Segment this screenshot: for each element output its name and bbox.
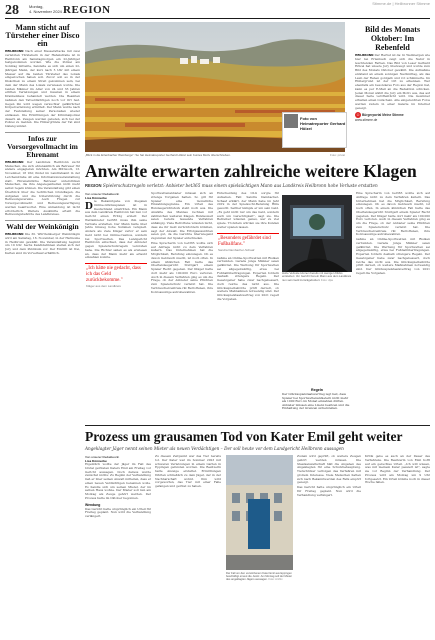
main-col-1: Von unserer Redakteurin Lisa Könnecke Die Bekanntgabe von illegalen Online-Glücksspielen ist in Deutschland umstritten. Ein Mann aus dem Landkreis Heilbronn hat nun vor Gericht einen Erfolg erzielt: Der Wettanbieter bet365 muss ihm seine Verluste erstatten. Der Mann hatte über Jahre hinweg hohe Summen verspielt. Anders als viele Kläger verlor er sein Geld nicht bei Online-Casinos, sondern bei Sportwetten. Das Landgericht Heilbronn entschied, dass der Anbieter gegen Spielerschutzregeln verstoßen habe. Die Richter sahen es als erwiesen an, dass der Mann mehr als erlaubt einzahlen konnte. „Ich hätte nie gedacht, dass ich das Geld zurückbekomme." Kläger aus dem Landkreis [85,192,147,288]
court-caption: Der Fall um den verstorbenen Kater Emil aus Eppingen beschäftigt erneut die Justiz. Am Montag soll der Mieter des angeklagten Jägers aussagen. Foto: Archiv [226,572,293,582]
story3-text: HEILBRONN Die 30. Württemberger Weinkönigin wird am Samstag, 16. November, in der Harmonie in Heilbronn gewählt. Die Veranstaltung beginnt um 19 Uhr. Sechs Kandidatinnen stellen sich der Jury und dem Publikum vor. Der Eintritt ist frei, Karten sind im Vorverkauf erhältlich. [5,232,80,255]
story3-headline: Wahl der Weinkönigin [6,222,79,231]
subhead-quote: „Besonders gefährdet sind Fußballfans." Sandra Dambacher-Schaaf [217,233,279,254]
story1-text: HEILBRONN Nach einer Messerattacke mit zwei verletzten Türstehern in der Hafenstraße ist in Heilbronn am Samstagmorgen ein 22-Jähriger festgenommen worden. Wie die Polizei am Sonntag mitteilte, handelte es sich um einen 22-jährigen Mann, der kurz nach 5 Uhr mit einem Messer auf die beiden Türsteher des Lokals eingestochen haben soll. Zuvor soll es in der Diskothek zu einem Streit gekommen sein, bei dem der Mann des Lokals verwiesen wurde. Die beiden Männer im Alter von 24 und 33 Jahren erlitten Verletzungen und mussten in einem Krankenhaus behandelt werden. Die Beamten nahmen den Tatverdächtigen noch vor Ort fest. Gegen ihn wird wegen versuchter gefährlicher Körperverletzung ermittelt. Der Mann wurde nach der Feststellung seiner Personalien wieder entlassen. Die Ermittlungen der Kriminalpolizei dauern an. Zeugen werden gebeten, sich bei der Polizei zu melden. Die Hintergründe der Tat sind bislang unklar. [5,49,80,128]
story2-headline: Infos zur Vorsorgevollmacht im Ehrenamt [7,133,78,159]
photographer-label: Foto von Heimatreporter Gerhard Hölzel [300,116,346,131]
main-dek: REGION Spielerschutzregeln verletzt: Anbieter bet365 muss einem spielsüchtigen Mann aus Landkreis Heilbronn hohe Verluste erstatten [85,183,378,188]
main-col-4: Eine Sprecherin von bet365 wollte sich auf Anfrage nicht zu dem Verfahren äußern. Das Unternehmen hat die Möglichkeit, Berufung einzulegen. Ob es davon Gebrauch macht, ist noch offen. In einem ähnlichen Fall hatte das Oberlandesgericht Stuttgart einem Spieler Recht gegeben. Der Kläger hatte dort mehr als 100.000 Euro verloren. Auch in diesem Verfahren ging es um die Frage, ob der Anbieter seine Pflichten zum Spielerschutz verletzt hat. Die Verbraucherzentrale rät Betroffenen, ihre Kontoauszüge aufzubewahren. nahme an Online-Sportwetten mit Risiken verbunden. Gerade junge Männer seien gefährdet. Die Werbung für Sportwetten sei allgegenwärtig, etwa bei Fußballübertragungen. Experten fordern deshalb strengere Regeln. Der Gesetzgeber habe zwar nachgebessert, doch reiche das nicht aus. Die Glücksspielbehörde prüft derzeit, ob weitere Maßnahmen notwendig sind. Der Glücksspielstaatsvertrag von 2021 regelt die Vorgaben. [356,192,430,275]
court-building-photo [226,455,293,570]
left-column [5,22,80,637]
story2-col-1: Von unserer Redakteurin Lisa Könnecke Eigentlich wollte der Jäger im Fall des brutal getöteten Katers Emil am Freitag vor Gericht aussagen. Doch daraus wurde zunächst nichts: Zu Beginn der Verhandlung ließ er über seinen Anwalt mitteilen, dass er einen neuen Verdächtigen benennen wolle. Es handle sich um seinen Mieter, der im selben Haus wohne. Der Mieter soll nun am Montag als Zeuge gehört werden. Der Prozess hatte im Oktober begonnen. Wendung Das Gericht hatte ursprünglich ein Urteil für Freitag geplant. Nun wird die Verhandlung verlängert. [85,455,151,518]
gambling-caption: Hohe Verluste können bereits mit wenigen Klicks entstehen: Vor Gericht hat ein Mann aus dem Landkreis nun sein Geld zurückgefordert. Foto: dpa [282,271,352,282]
story1-headline: Mann sticht auf Türsteher einer Disco ein [5,23,80,48]
page-number: 28 [5,3,19,18]
story2-headline-main: Prozess um grausamen Tod von Kater Emil geht weiter [85,429,403,444]
section-separator [85,425,430,426]
main-byline: Von unserer Redakteurin Lisa Könnecke [85,192,120,200]
smiley-icon: ☺ [355,112,361,118]
date: 4. November 2024 [29,9,62,14]
main-col-2: Sportwettenanbieter müssen sich an strenge Vorgaben halten. So gilt für Spieler eine monatliche Einzahlungsgrenze. Ein Urteil des Bundesgerichtshofs steht noch aus. Die Anwälte des Mannes rechnen mit zahlreichen weiteren Klagen. Bundesweit seien bereits tausende Verfahren anhängig. Viele Betroffene wüssten nicht, dass sie ihr Geld zurückfordern könnten, sagt der Anwalt. Die Erfolgsaussichten seien gut, da die Gerichte überwiegend zugunsten der Spieler entschieden. Eine Sprecherin von bet365 wollte sich auf Anfrage nicht zu dem Verfahren äußern. Das Unternehmen hat die Möglichkeit, Berufung einzulegen. Ob es davon Gebrauch macht, ist noch offen. In einem ähnlichen Fall hatte das Oberlandesgericht Stuttgart einem Spieler Recht gegeben. Der Kläger hatte dort mehr als 100.000 Euro verloren. Auch in diesem Verfahren ging es um die Frage, ob der Anbieter seine Pflichten zum Spielerschutz verletzt hat. Die Verbraucherzentrale rät Betroffenen, ihre Kontoauszüge aufzubewahren. [151,192,213,294]
bild-text: HEILBRONN Der Herbst ist da: In Weinbergen wie hier bei Erlenbach zeigt sich die Natur in leuchtenden Farben. Das Bild von Leser Gerhard Hölzel hat unsere Jury überzeugt und wurde zum Bild des Monats Oktober gewählt. Die Aufnahme entstand an einem sonnigen Nachmittag, als das Laub der Reben goldgelb und rot schimmerte. Im Hintergrund ist der Ort zu erkennen. Wer ebenfalls ein besonderes Foto aus der Region hat, kann es per E-Mail an die Redaktion schicken. Jeden Monat wählt die Jury ein Motiv aus, das auf dieser Seite veröffentlicht wird. Die Gewinner erhalten einen Gutschein. Alle eingereichten Fotos werden zudem in einer Galerie im Internet gezeigt. [355,53,430,110]
story2-text: HEILBRONN Der Landkreis Heilbronn sucht Menschen, die sich ehrenamtlich als Betreuer für andere engagieren möchten. Am Mittwoch, 13. November, 18 Uhr, findet im Landratsamt in der Lerchenstraße 40 eine Informationsveranstaltung statt. Ehrenamtliche Betreuer unterstützen Menschen, die ihre Angelegenheiten nicht mehr selbst regeln können. Die Veranstaltung gibt einen Überblick über die rechtlichen Grundlagen, die Aufgaben und die Unterstützung durch die Betreuungsvereine. Auch Fragen zur Vorsorgevollmacht und Betreuungsverfügung werden beantwortet. Eine Anmeldung ist nicht erforderlich. Weitere Auskünfte erteilt die Betreuungsbehörde des Landkreises. [5,159,80,217]
story2-col-2: Zu diesem Zeitpunkt war das Tier bereits tot. Der Kater war im Sommer 2023 mit schweren Verletzungen in einem Garten in Eppingen gefunden worden. Die Besitzerin hatte Anzeige erstattet. Ermittlungen führten schließlich zu dem Jäger, der in der Nachbarschaft wohnt. Ihm wird vorgeworfen, das Tier mit einer Falle gefangen und getötet zu haben. [155,455,221,488]
story2-col-3: Zudem wird geprüft, ob weitere Zeugen gehört werden müssen. Die Staatsanwaltschaft hält die Angaben des Angeklagten für eine Schutzbehauptung. Tierschützer verfolgen das Verfahren mit großem Interesse. Viele Menschen hatten sich nach Bekanntwerden des Falls empört gezeigt. Das Gericht hatte ursprünglich ein Urteil für Freitag geplant. Nun wird die Verhandlung verlängert. [297,455,361,497]
regeln-box: Regeln Der Glücksspielstaatsvertrag legt fest, dass Spieler bei Sportwettenanbietern nicht mehr als 1000 Euro im Monat einzahlen dürfen. Anbieter müssen eine Lizenz besitzen und die Einhaltung der Grenzen sicherstellen. [282,388,350,411]
main-headline: Anwälte erwarten zahlreiche weitere Klagen [85,161,417,181]
story2-dek: Angeklagter Jäger nennt seinen Mieter als neuen Verdächtigen – Der soll heute vor dem Landgericht Heilbronn aussagen [85,446,344,451]
page-header [5,3,430,19]
drop-cap: D [85,199,93,212]
gambling-photo [282,195,352,272]
photographer-box [282,112,347,148]
main-col-3: Entscheidung des OLG sorgte für Aufsehen. Fall: Sandra Dambacher-Schaaf erklärt, der Mann habe im Jahr 2019 in der Spielsucht-Beratung Hilfe gesucht. Seither kämpfe er um sein Geld. „Es geht nicht nur um das Geld, sondern auch um Gerechtigkeit", sagt sie. Die Betreiber wüssten genau, wer zu viel spiele. Trotzdem würden sie ihre Kunden weiter spielen lassen. „Besonders gefährdet sind Fußballfans." Sandra Dambacher-Schaaf nahme an Online-Sportwetten mit Risiken verbunden. Gerade junge Männer seien gefährdet. Die Werbung für Sportwetten sei allgegenwärtig, etwa bei Fußballübertragungen. Experten fordern deshalb strengere Regeln. Der Gesetzgeber habe zwar nachgebessert, doch reiche das nicht aus. Die Glücksspielbehörde prüft derzeit, ob weitere Maßnahmen notwendig sind. Der Glücksspielstaatsvertrag von 2021 regelt die Vorgaben. [217,192,279,301]
bild-headline: Bild des Monats Oktober: Im Rebenfeld [364,25,421,52]
page-date [29,4,62,14]
pull-quote: „Ich hätte nie gedacht, dass ich das Geld zurückbekomme." Kläger aus dem Landkreis [85,263,147,290]
photo-caption: Foto: privat „Blick in die Erlenbacher Weinberge": So hat Heimatreporter Gerhard Hölzel sein buntes Motiv überschrieben. [85,153,345,157]
brand-line: ☺ Bürgerportal Meine Stimme www.stimme.de [355,112,404,123]
photo-credit: Foto: privat [329,153,345,157]
weekday: Montag, [29,4,44,9]
right-column [355,22,430,157]
source-mark: Stimme.de | Heilbronner Stimme [372,1,430,6]
story2-col-4: Kritik gebe es auch an der Dauer des Verfahrens. Die Besitzerin von Emil hofft auf ein gerechtes Urteil. „Ich will wissen, was mit meinem Kater passiert ist", sagte sie vor Beginn der Verhandlung. Der Prozess wird am Montag um 9 Uhr fortgesetzt. Ein Urteil könnte noch in dieser Woche fallen. [365,455,430,485]
section-title: REGION [63,4,111,16]
photographer-avatar [284,114,298,128]
